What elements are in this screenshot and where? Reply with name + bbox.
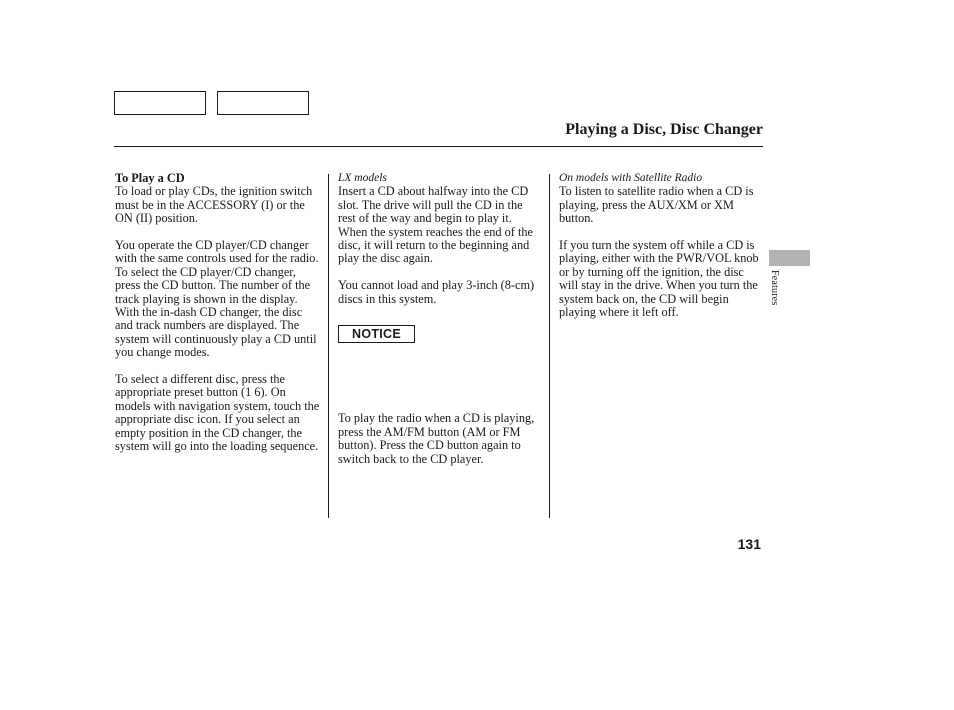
column-divider xyxy=(549,174,550,518)
paragraph: Insert a CD about halfway into the CD slot. The drive will pull the CD in the rest of the way and begin to play it. When the system reaches the end of the disc, it will return to the beginning and play the disc again. xyxy=(338,184,533,266)
page-title: Playing a Disc, Disc Changer xyxy=(565,121,763,138)
paragraph: You operate the CD player/CD changer with the same controls used for the radio. To select the CD player/CD changer, press the CD button. The number of the track playing is shown in the display. With the in-dash CD changer, the disc and track numbers are displayed. The system will continuously play a CD until you change modes. xyxy=(115,238,319,360)
paragraph: To load or play CDs, the ignition switch must be in the ACCESSORY (I) or the ON (II) position. xyxy=(115,184,313,226)
paragraph: You cannot load and play 3-inch (8-cm) discs in this system. xyxy=(338,278,535,306)
section-tab-marker[interactable] xyxy=(769,250,810,266)
notice-label: NOTICE xyxy=(338,325,415,343)
model-subheading: LX models xyxy=(338,172,387,184)
paragraph: To listen to satellite radio when a CD is playing, press the AUX/XM or XM button. xyxy=(559,184,754,226)
column-divider xyxy=(328,174,329,518)
nav-contents-button[interactable] xyxy=(114,91,206,115)
section-heading: To Play a CD xyxy=(115,171,185,185)
paragraph: If you turn the system off while a CD is playing, either with the PWR/VOL knob or by turning off the ignition, the disc will stay in the drive. When you turn the system back on, the CD will begin playing where it left off. xyxy=(559,238,759,320)
nav-index-button[interactable] xyxy=(217,91,309,115)
column-2 xyxy=(338,172,542,479)
page-number: 131 xyxy=(737,536,761,552)
paragraph: To play the radio when a CD is playing, press the AM/FM button (AM or FM button). Press the CD button again to switch back to the CD player. xyxy=(338,411,535,466)
column-1 xyxy=(115,172,321,467)
paragraph: To select a different disc, press the appropriate preset button (1 6). On models with navigation system, touch the appropriate disc icon. If you select an empty position in the CD changer, the system will go into the loading sequence. xyxy=(115,372,320,454)
section-tab-label: Features xyxy=(769,270,780,306)
model-subheading: On models with Satellite Radio xyxy=(559,172,703,184)
column-3 xyxy=(559,172,765,333)
header-rule xyxy=(114,146,763,147)
